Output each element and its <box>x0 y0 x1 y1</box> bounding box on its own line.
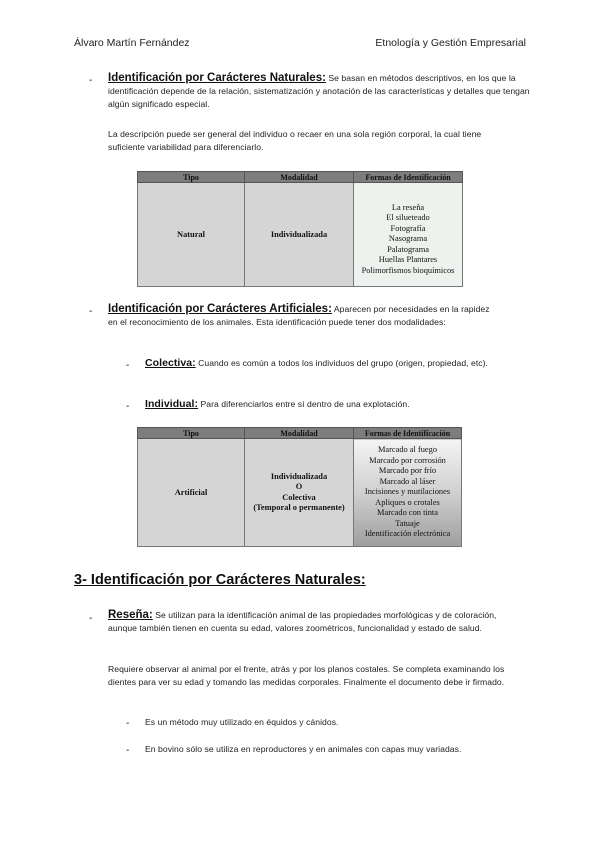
table2-modalidad-line: Colectiva <box>282 492 316 502</box>
bullet-dash: - <box>89 306 93 317</box>
table2-forma: Marcado con tinta <box>377 508 438 518</box>
sub-dash: - <box>126 360 130 371</box>
bullet-dash: - <box>89 75 93 86</box>
section-title: 3- Identificación por Carácteres Naturales: <box>74 572 366 588</box>
natural-title: Identificación por Carácteres Naturales: <box>108 72 326 84</box>
artificial-title: Identificación por Carácteres Artificiales: <box>108 303 332 315</box>
natural-paragraph <box>108 72 530 111</box>
header-author: Álvaro Martín Fernández <box>74 37 190 49</box>
table1-forma: Huellas Plantares <box>378 255 438 265</box>
table2-header-tipo: Tipo <box>138 428 245 439</box>
colectiva-text: Cuando es común a todos los individuos del grupo (origen, propiedad, etc). <box>195 358 488 368</box>
table1-modalidad: Individualizada <box>245 183 354 287</box>
natural-text: Se basan en métodos descriptivos, en los que la identificación depende de la relación, sistematización y anotación de las características y detalles que tengan algún significado especial. <box>108 73 530 109</box>
table2-forma: Incisiones y mutilaciones <box>364 487 451 497</box>
table2-forma: Identificación electrónica <box>364 529 451 539</box>
artificial-table <box>137 427 462 547</box>
table2-forma: Marcado al láser <box>379 476 436 486</box>
table2-forma: Marcado por corrosión <box>369 455 446 465</box>
table2-modalidad-line: O <box>295 482 303 491</box>
table2-forma: Marcado al fuego <box>377 445 438 455</box>
sub-dash: - <box>126 401 130 412</box>
sub-dash: - <box>126 718 130 729</box>
header-subject: Etnología y Gestión Empresarial <box>375 37 526 49</box>
artificial-paragraph <box>108 303 500 329</box>
resena-bullet-1: Es un método muy utilizado en équidos y cánidos. <box>145 717 339 727</box>
table1-header-tipo: Tipo <box>138 172 245 183</box>
table2-forma: Apliques o crotales <box>375 497 440 507</box>
table1-forma: Nasograma <box>388 234 428 244</box>
sub-dash: - <box>126 745 130 756</box>
resena-title: Reseña: <box>108 609 153 621</box>
resena-paragraph <box>108 609 520 635</box>
table1-forma: La reseña <box>391 202 425 212</box>
table1-header-formas: Formas de Identificación <box>354 172 463 183</box>
resena-bullet-2: En bovino sólo se utiliza en reproductores y en animales con capas muy variadas. <box>145 744 462 754</box>
colectiva-paragraph <box>145 357 517 370</box>
table1-forma: Palatograma <box>387 244 429 254</box>
table2-modalidad-line: Individualizada <box>270 471 328 481</box>
individual-text: Para diferenciarlos entre sí dentro de una explotación. <box>198 399 410 409</box>
table1-forma: Fotografía <box>390 223 426 233</box>
table2-formas <box>354 439 462 547</box>
table2-forma: Marcado por frío <box>378 466 437 476</box>
natural-paragraph-2: La descripción puede ser general del individuo o recaer en una sola región corporal, la cual tiene suficiente variabilidad para diferenciarlo. <box>108 129 482 152</box>
table2-modalidad <box>245 439 354 547</box>
table2-header-formas: Formas de Identificación <box>354 428 462 439</box>
artificial-text: Aparecen por necesidades en la rapidez en el reconocimiento de los animales. Esta identificación puede tener dos modalidades: <box>108 304 490 327</box>
table1-tipo: Natural <box>138 183 245 287</box>
table2-header-modalidad: Modalidad <box>245 428 354 439</box>
colectiva-title: Colectiva: <box>145 357 196 369</box>
table2-forma: Tatuaje <box>395 518 420 528</box>
resena-paragraph-2: Requiere observar al animal por el frente, atrás y por los planos costales. Se completa examinando los dientes para ver su edad y tomando las medidas corporales. Finalmente el documento debe ir firmado. <box>108 664 505 687</box>
table2-tipo: Artificial <box>138 439 245 547</box>
table1-header-modalidad: Modalidad <box>245 172 354 183</box>
natural-table <box>137 171 463 287</box>
bullet-dash: - <box>89 613 93 624</box>
table1-formas <box>354 183 463 287</box>
individual-title: Individual: <box>145 398 199 410</box>
table1-forma: Polimorfismos bioquímicos <box>361 265 455 275</box>
individual-paragraph <box>145 398 517 411</box>
table1-forma: El siluetеado <box>386 213 430 223</box>
table2-modalidad-line: (Temporal o permanente) <box>253 503 345 512</box>
resena-text: Se utilizan para la identificación animal de las propiedades morfológicas y de coloración, aunque también tienen en cuenta su edad, valores zoométricos, funcionalidad y estado de salud. <box>108 610 497 633</box>
